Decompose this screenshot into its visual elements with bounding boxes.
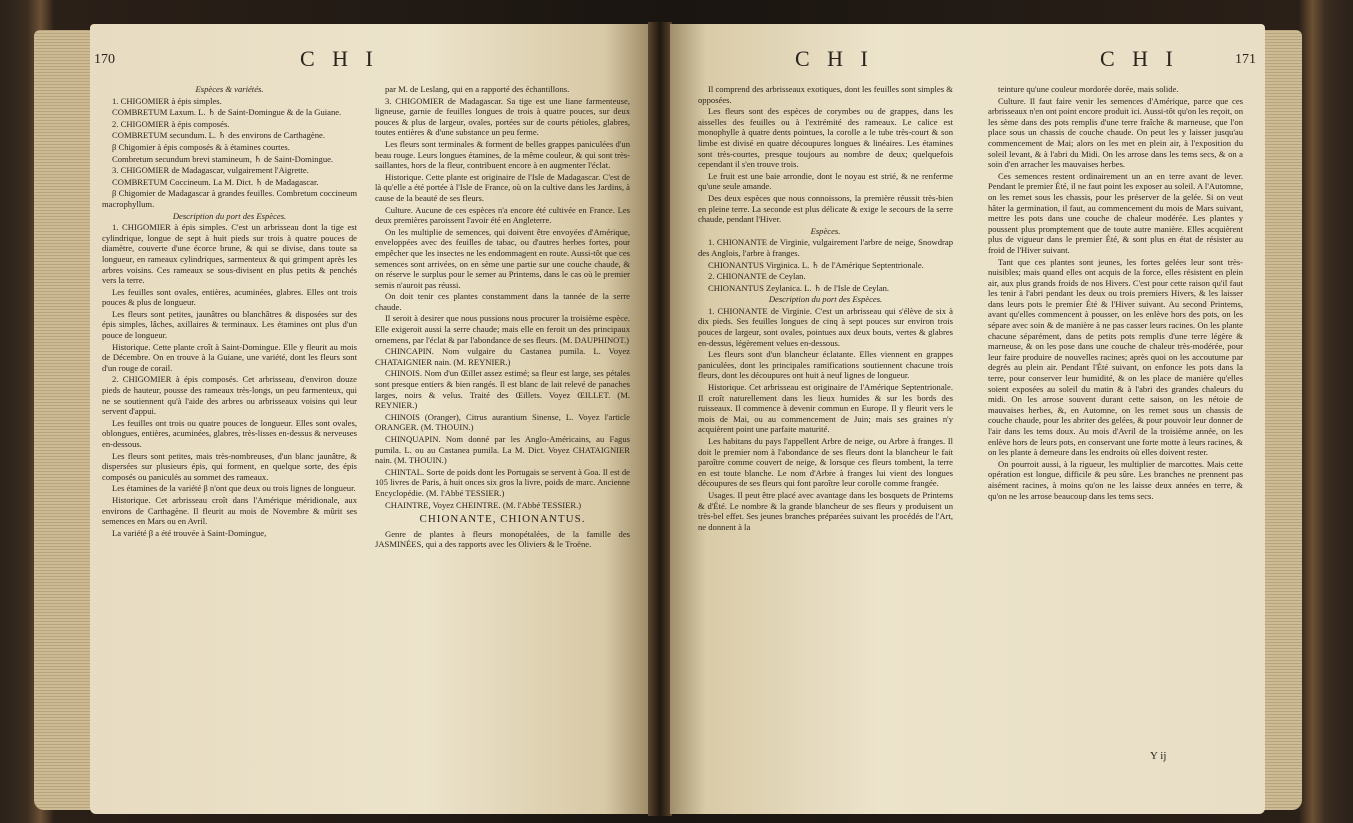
right-page [670, 24, 1265, 814]
paragraph: Les feuilles sont ovales, entières, acuminées, glabres. Elles ont trois pouces & plus de longueur. [102, 286, 357, 308]
book-gutter [648, 22, 672, 816]
paragraph: 1. CHIONANTE de Virginie, vulgairement l'arbre de neige, Snowdrap des Anglois, l'arbre à franges. [698, 237, 953, 258]
paragraph: Il seroit à desirer que nous pussions nous procurer la troisième espèce. Elle exigeroit aussi la serre chaude; mais elle en feroit un des principaux ornemens, par l'éclat & par l'abondance de ses fleurs. (M. DAUPHINOT.) [375, 313, 630, 345]
left-running-title: C H I [300, 46, 379, 71]
paragraph: β Chigomier de Madagascar à grandes feuilles. Combretum coccineum macrophyllum. [102, 188, 357, 209]
paragraph: Les fleurs sont petites, jaunâtres ou blanchâtres & disposées sur des épis simples, lâches, axillaires & terminaux. Les étamines ont plus d'un pouce de longueur. [102, 308, 357, 341]
paragraph: Les fleurs sont petites, mais très-nombreuses, d'un blanc jaunâtre, & dispersées sur plusieurs épis, qui forment, en quelque sorte, des épis composés ou paniculés au sommet des rameaux. [102, 450, 357, 482]
paragraph: Genre de plantes à fleurs monopétalées, de la famille des JASMINÉES, qui a des rapports avec les Oliviers & le Troëne. [375, 528, 630, 550]
left-column-1 [102, 84, 357, 539]
paragraph: Usages. Il peut être placé avec avantage dans les bosquets de Printems & d'Été. Le nombre & la grande blancheur de ses fleurs y produisent un très-bel effet. Ses jeunes branches préparées suivant les procédés de l'Art, ne donnent à la [698, 489, 953, 532]
paragraph: Les feuilles ont trois ou quatre pouces de longueur. Elles sont ovales, oblongues, entières, acuminées, glabres, très-lisses en-dessus & nerveuses en-dessous. [102, 417, 357, 449]
left-page-edges [34, 30, 92, 810]
paragraph: CHIONANTUS Zeylanica. L. ♄ de l'Isle de Ceylan. [708, 282, 890, 293]
left-page-number: 170 [94, 52, 115, 67]
paragraph: Culture. Il faut faire venir les semences d'Amérique, parce que ces arbrisseaux n'en ont point encore produit ici. Aussi-tôt qu'on les reçoit, on les sème dans des pots remplis d'une terre fraîche & marneuse, que l'on place sous un chassis de couche chaude. On peut les y laisser jusqu'au commencement de Mai; alors on les met en plein air, à l'exposition du soleil levant, & à l'abri du Midi. On les arrose dans les tems secs, & on a soin d'en arracher les mauvaises herbes. [988, 95, 1243, 170]
paragraph: Ces semences restent ordinairement un an en terre avant de lever. Pendant le premier Été, il ne faut point les exposer au soleil. A l'Automne, on les remet sous les chassis, pour les préserver de la gelée. Si on veut hâter la germination, il faut, au commencement du mois de Mars suivant, mettre les pots dans une couche de chaleur modérée. Les plantes y poussent plus promptement que de toute autre manière. Elles acquièrent plus de vigueur dans le premier Été, & sont plus en état de résister au froid de l'Hiver suivant. [988, 170, 1243, 255]
paragraph: COMBRETUM Coccineum. La M. Dict. ♄ de Madagascar. [112, 176, 319, 187]
paragraph: teinture qu'une couleur mordorée dorée, mais solide. [998, 84, 1179, 94]
paragraph: Les fleurs sont des espèces de corymbes ou de grappes, dans les aisselles des feuilles ou à l'extrémité des rameaux. Le calice est monophylle à quatre dents pointues, la corolle a le tube très-court & son limbe est divisé en quatre découpures longues & linéaires. Les étamines sont très-courtes, presque toujours au nombre de deux; quelquefois cependant il s'en trouve trois. [698, 106, 953, 170]
paragraph: 3. CHIGOMIER de Madagascar, vulgairement l'Aigrette. [112, 165, 309, 176]
paragraph: 2. CHIGOMIER à épis composés. Cet arbrisseau, d'environ douze pieds de hauteur, pousse des rameaux très-longs, un peu farmenteux, qui ne se soutiennent qu'à l'aide des arbres ou arbrisseaux voisins qui leur servent d'appui. [102, 374, 357, 417]
paragraph: Des deux espèces que nous connoissons, la première réussit très-bien en pleine terre. La seconde est plus délicate & exige le secours de la serre chaude, pendant l'Hiver. [698, 192, 953, 225]
paragraph: Culture. Aucune de ces espèces n'a encore été cultivée en France. Les deux premières paroissent l'avoir été en Angleterre. [375, 204, 630, 226]
paragraph: 2. CHIGOMIER à épis composés. [112, 118, 230, 129]
paragraph: COMBRETUM Laxum. L. ♄ de Saint-Domingue & de la Guiane. [112, 107, 342, 118]
paragraph: 1. CHIONANTE de Virginie. C'est un arbrisseau qui s'élève de six à dix pieds. Ses feuilles longues de cinq à sept pouces sur environ trois pouces de largeur, sont ovales, pointues aux deux bouts, vertes & glabres en-dessus, légèrement velues en-dessous. [698, 305, 953, 348]
right-page-number: 171 [1235, 52, 1256, 67]
paragraph: CHINOIS (Oranger), Citrus aurantium Sinense, L. Voyez l'article ORANGER. (M. THOUIN.) [375, 411, 630, 433]
paragraph: On pourroit aussi, à la rigueur, les multiplier de marcottes. Mais cette opération est longue, difficile & peu sûre. Les branches ne prennent pas aisément racines, à moins qu'on ne les laisse deux années en terre, & qu'on ne les arrose beaucoup dans les tems secs. [988, 458, 1243, 501]
right-page-edges [1262, 30, 1302, 810]
paragraph: CHIONANTE, CHIONANTUS. [419, 513, 586, 526]
paragraph: Le fruit est une baie arrondie, dont le noyau est strié, & ne renferme qu'une seule amande. [698, 170, 953, 192]
left-page [90, 24, 650, 814]
paragraph: On doit tenir ces plantes constamment dans la tannée de la serre chaude. [375, 291, 630, 312]
right-running-title-2: C H I [1100, 46, 1179, 71]
paragraph: Espèces. [810, 225, 841, 236]
paragraph: Tant que ces plantes sont jeunes, les fortes gelées leur sont très-nuisibles; mais quand elles ont acquis de la force, elles résistent en plein air, aux plus grands froids de nos Hivers. C'est pour cette raison qu'il faut les tenir à l'abri pendant les deux ou trois premiers Hivers, & les laisser dans leurs pots le premier Été & l'Hiver suivant. Au second Printems, avant qu'elles commencent à pousser, on les enlève hors des pots, on les sépare avec soin & de manière à ne pas casser leurs racines. On les plante chacune séparément, dans de petits pots remplis d'une terre légère & marneuse, & on les pose dans une couche de chaleur très-modérée, pour leur faire produire de nouvelles racines; après quoi on les accoutume par degrés au plein air. Pendant l'Été suivant, on enfonce les pots dans la terre, pour conserver leur humidité, & on les place de manière qu'elles soient exposées au soleil du matin & à l'abri des grandes chaleurs du midi. On les arrose souvent durant cette saison, on les nétoie de mauvaises herbes, &, en Automne, on les remet sous un chassis de couche chaude, pour les abriter des gelées, & pour pouvoir leur donner de l'air dans les tems doux. Au mois d'Avril de la troisième année, on les enlève hors de leurs pots, en conservant une forte motte à leurs racines, & on les plante à demeure dans les endroits où elles doivent rester. [988, 256, 1243, 458]
paragraph: Description du port des Espèces. [768, 294, 883, 305]
paragraph: La variété β a été trouvée à Saint-Domingue, [112, 527, 267, 538]
paragraph: Historique. Cet arbrisseau croît dans l'Amérique méridionale, aux environs de Carthagène. Il fleurit au mois de Novembre & mûrit ses semences en Mars ou en Avril. [102, 494, 357, 527]
paragraph: Historique. Cette plante croît à Saint-Domingue. Elle y fleurit au mois de Décembre. On en trouve à la Guiane, une variété, dont les fleurs sont d'un rouge de corail. [102, 341, 357, 373]
left-column-2 [375, 84, 630, 551]
catchword: Y ij [1150, 750, 1167, 762]
paragraph: CHINTAL. Sorte de poids dont les Portugais se servent à Goa. Il est de 105 livres de Paris, à huit onces six gros la livre, poids de marc. Ancienne Encyclopédie. (M. l'Abbé TESSIER.) [375, 466, 630, 498]
paragraph: CHAINTRE, Voyez CHEINTRE. (M. l'Abbé TESSIER.) [385, 499, 582, 510]
paragraph: On les multiplie de semences, qui doivent être envoyées d'Amérique, enveloppées avec des feuilles de tabac, ou d'autres herbes fortes, pour empêcher que les insectes ne les endommagent en route. Aussi-tôt que ces semences sont arrivées, on en sème une partie sur une couche chaude, & on réserve le surplus pour le semer au Printems, dans le cas où le premier semis n'auroit pas réussi. [375, 226, 630, 290]
paragraph: Les étamines de la variété β n'ont que deux ou trois lignes de longueur. [112, 483, 356, 494]
paragraph: CHIONANTUS Virginica. L. ♄ de l'Amérique Septentrionale. [708, 259, 924, 270]
paragraph: 1. CHIGOMIER à épis simples. C'est un arbrisseau dont la tige est cylindrique, longue de sept à huit pieds sur trois à quatre pouces de diamètre, couverte d'une écorce brune, & qui se divise, dans toute sa longueur, en rameaux cylindriques, sarmenteux & qui grimpent après les arbres voisins. Ces rameaux se sous-divisent en plus petits & penchés vers la terre. [102, 222, 357, 286]
paragraph: COMBRETUM secundum. L. ♄ des environs de Carthagène. [112, 130, 325, 141]
paragraph: Les fleurs sont terminales & forment de belles grappes paniculées d'un beau rouge. Leurs longues étamines, de la même couleur, & qui sont très-saillantes, hors de la fleur, contribuent encore à en augmenter l'éclat. [375, 138, 630, 171]
right-column-1 [698, 84, 953, 533]
paragraph: 3. CHIGOMIER de Madagascar. Sa tige est une liane farmenteuse, ligneuse, garnie de feuilles longues de trois à quatre pouces, sur deux pouces & plus de largeur, ovales, portées sur de courts pétioles, glabres, toutes entières & d'une substance un peu ferme. [375, 95, 630, 138]
paragraph: CHINQUAPIN. Nom donné par les Anglo-Américains, au Fagus pumila. L. ou au Castanea pumila. La M. Dict. Voyez CHATAIGNIER nain. (M. THOUIN.) [375, 434, 630, 466]
paragraph: 2. CHIONANTE de Ceylan. [708, 271, 806, 282]
paragraph: Historique. Cet arbrisseau est originaire de l'Amérique Septentrionale. Il croît naturellement dans les lieux humides & sur les bords des ruisseaux. Il commence à devenir commun en Europe. Il y fleurit vers le mois de Mai, ou au commencement de Juin; mais ses graines n'y acquièrent point une parfaite maturité. [698, 382, 953, 435]
paragraph: 1. CHIGOMIER à épis simples. [112, 95, 222, 106]
paragraph: β Chigomier à épis composés & à étamines courtes. [112, 141, 290, 152]
right-column-2 [988, 84, 1243, 502]
paragraph: CHINCAPIN. Nom vulgaire du Castanea pumila. L. Voyez CHATAIGNIER nain. (M. REYNIER.) [375, 346, 630, 367]
paragraph: par M. de Leslang, qui en a rapporté des échantillons. [385, 84, 570, 94]
paragraph: Les habitans du pays l'appellent Arbre de neige, ou Arbre à franges. Il doit le premier nom à l'abondance de ses fleurs dont la blancheur le fait paroître comme couvert de neige, & lorsque ces fleurs tombent, la terre en est toute blanche. Le nom d'Arbre à franges lui vient des longues découpures de ses fleurs qui font paroître leur corolle comme frangée. [698, 436, 953, 489]
paragraph: Description du port des Espèces. [172, 210, 287, 221]
paragraph: Combretum secundum brevi stamineum, ♄ de Saint-Domingue. [112, 153, 334, 164]
paragraph: Historique. Cette plante est originaire de l'Isle de Madagascar. C'est de là qu'elle a été portée à l'Isle de France, où on la cultive dans les Jardins, à cause de la beauté de ses fleurs. [375, 171, 630, 203]
paragraph: Les fleurs sont d'un blancheur éclatante. Elles viennent en grappes paniculées, dont les principales ramifications soutiennent chacune trois fleurs, dont les découpures ont huit à neuf lignes de longueur. [698, 349, 953, 381]
right-running-title-1: C H I [795, 46, 874, 71]
paragraph: Il comprend des arbrisseaux exotiques, dont les feuilles sont simples & opposées. [698, 84, 953, 105]
paragraph: CHINOIS. Nom d'un Œillet assez estimé; sa fleur est large, ses pétales sont presque entiers & bien rangés. Il est blanc de lait relevé de panaches larges, noirs & velus. Traité des Œillets. Voyez ŒILLET. (M. REYNIER.) [375, 368, 630, 411]
paragraph: Espèces & variétés. [195, 84, 264, 94]
